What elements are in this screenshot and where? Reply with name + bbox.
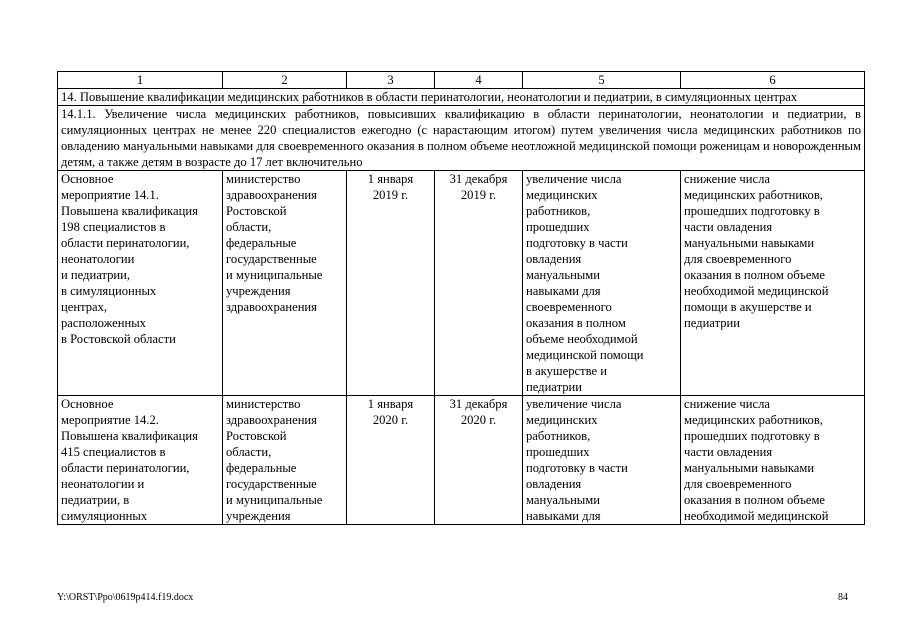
section-row (58, 89, 865, 106)
task-row (58, 106, 865, 171)
consequence-cell: снижение числа медицинских работников, прошедших подготовку в части овладения мануальными навыками для своевременного оказания в полном объеме необходимой медицинской (684, 397, 829, 523)
header-row (58, 72, 865, 89)
consequence-cell: снижение числа медицинских работников, прошедших подготовку в части овладения мануальными навыками для своевременного оказания в полном объеме необходимой медицинской помощи в акушерстве и педиатрии (681, 171, 865, 396)
executor-cell: министерство здравоохранения Ростовской области, федеральные государственные и муниципальные учреждения здравоохранения (223, 171, 347, 396)
measure-cell: Основное мероприятие 14.2. Повышена квалификация 415 специалистов в области перинатологии, неонатологии и педиатрии, в симуляционных (61, 397, 198, 523)
col-header-4: 4 (435, 72, 523, 89)
col-header-5: 5 (523, 72, 681, 89)
section-title: 14. Повышение квалификации медицинских работников в области перинатологии, неонатологии и педиатрии, в симуляционных центрах (58, 89, 865, 106)
col-header-3: 3 (347, 72, 435, 89)
table-row (58, 396, 865, 525)
expected-result-cell: увеличение числа медицинских работников, прошедших подготовку в части овладения мануальными навыками для (526, 397, 628, 523)
program-table (57, 71, 865, 525)
table-row (58, 171, 865, 396)
end-date-cell: 31 декабря 2019 г. (435, 171, 523, 396)
start-date-cell: 1 января 2019 г. (347, 171, 435, 396)
col-header-2: 2 (223, 72, 347, 89)
col-header-6: 6 (681, 72, 865, 89)
end-date-cell: 31 декабря 2020 г. (449, 397, 508, 427)
task-text: 14.1.1. Увеличение числа медицинских работников, повысивших квалификацию в области перинатологии, неонатологии и педиатрии, в симуляционных центрах не менее 220 специалистов ежегодно (с нарастающим итогом) путем увеличения числа медицинских работников по овладению мануальными навыками для своевременного оказания в полном объеме неотложной медицинской помощи роженицам и новорожденным детям, а также детям в возрасте до 17 лет включительно (58, 106, 865, 171)
executor-cell: министерство здравоохранения Ростовской области, федеральные государственные и муниципальные учреждения (226, 397, 323, 523)
page-number: 84 (838, 592, 848, 603)
col-header-1: 1 (58, 72, 223, 89)
start-date-cell: 1 января 2020 г. (367, 397, 414, 427)
footer-file-path: Y:\ORST\Ppo\0619p414.f19.docx (57, 592, 194, 603)
measure-cell: Основное мероприятие 14.1. Повышена квалификация 198 специалистов в области перинатологии, неонатологии и педиатрии, в симуляционных центрах, расположенных в Ростовской области (58, 171, 223, 396)
expected-result-cell: увеличение числа медицинских работников, прошедших подготовку в части овладения мануальными навыками для своевременного оказания в полном объеме необходимой медицинской помощи в акушерстве и педиатрии (523, 171, 681, 396)
